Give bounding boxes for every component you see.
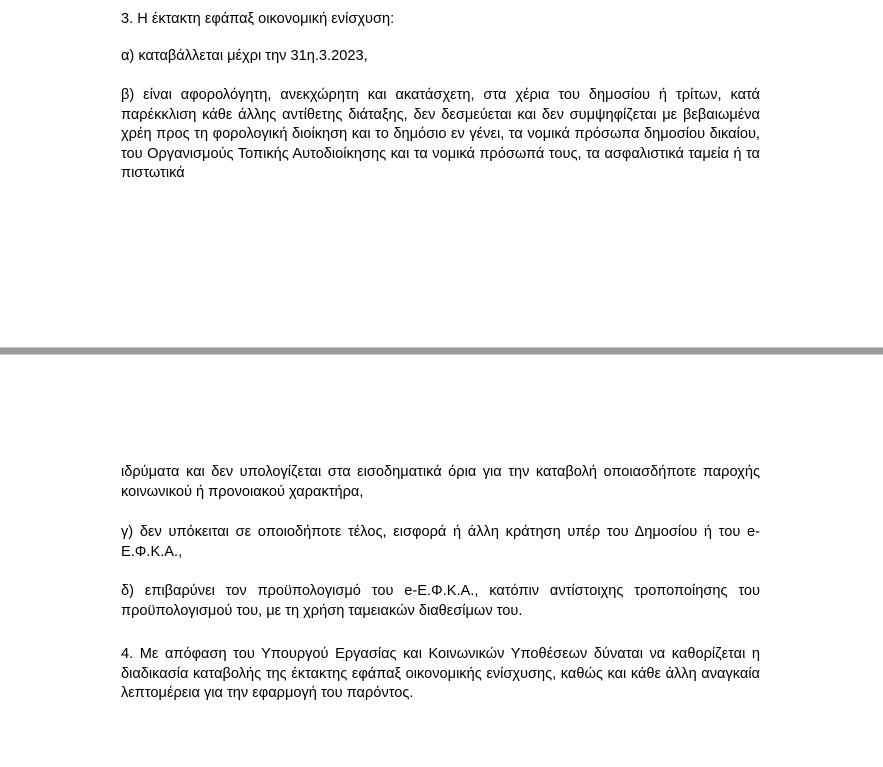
paragraph-block bbox=[121, 47, 760, 67]
item-3a: α) καταβάλλεται μέχρι την 31η.3.2023, bbox=[121, 48, 368, 64]
item-3b-part1: β) είναι αφορολόγητη, ανεκχώρητη και ακατάσχετη, στα χέρια του δημοσίου ή τρίτων, κατά παρέκκλιση κάθε άλλης αντίθετης διάταξης, δεν δεσμεύεται και δεν συμψηφίζεται με βεβαιωμένα χρέη προς τη φορολογική διοίκηση και το δημόσιο εν γένει, τα νομικά πρόσωπα δημοσίου δικαίου, του Οργανισμούς Τοπικής Αυτοδιοίκησης και τα νομικά πρόσωπά τους, τα ασφαλιστικά ταμεία ή τα πιστωτικά bbox=[121, 87, 760, 181]
item-3d: δ) επιβαρύνει τον προϋπολογισμό του e-Ε.Φ.Κ.Α., κατόπιν αντίστοιχης τροποποίησης του προϋπολογισμού του, με τη χρήση ταμειακών διαθεσίμων του. bbox=[121, 583, 760, 619]
paragraph-block bbox=[121, 523, 760, 562]
document-page-top bbox=[0, 0, 883, 347]
item-3-heading: 3. Η έκτακτη εφάπαξ οικονομική ενίσχυση: bbox=[121, 11, 395, 27]
item-3c: γ) δεν υπόκειται σε οποιοδήποτε τέλος, εισφορά ή άλλη κράτηση υπέρ του Δημοσίου ή του e-Ε.Φ.Κ.Α., bbox=[121, 524, 760, 560]
paragraph-block bbox=[121, 645, 760, 704]
paragraph-block bbox=[121, 86, 760, 184]
document-page-bottom bbox=[0, 355, 883, 767]
paragraph-block bbox=[121, 10, 760, 30]
page-break-separator bbox=[0, 347, 883, 355]
paragraph-block bbox=[121, 582, 760, 621]
item-4: 4. Με απόφαση του Υπουργού Εργασίας και Κοινωνικών Υποθέσεων δύναται να καθορίζεται η διαδικασία καταβολής της έκτακτης εφάπαξ οικονομικής ενίσχυσης, καθώς και κάθε άλλη αναγκαία λεπτομέρεια για την εφαρμογή του παρόντος. bbox=[121, 646, 760, 701]
item-3b-part2: ιδρύματα και δεν υπολογίζεται στα εισοδηματικά όρια για την καταβολή οποιασδήποτε παροχής κοινωνικού ή προνοιακού χαρακτήρα, bbox=[121, 464, 760, 500]
paragraph-block bbox=[121, 463, 760, 502]
